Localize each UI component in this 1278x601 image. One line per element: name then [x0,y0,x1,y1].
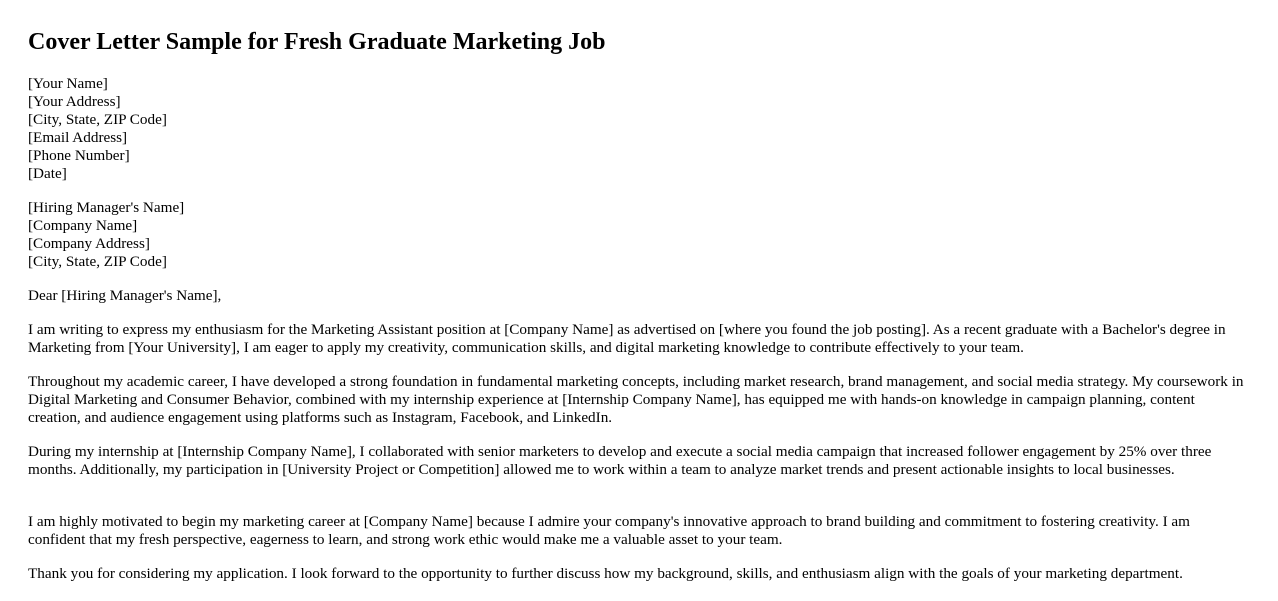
paragraph-text: Throughout my academic career, I have developed a strong foundation in fundamental marketing concepts, including market research, brand management, and social media strategy. My coursework in Digital Marketing and Consumer Behavior, combined with my internship experience at [Internship Company Name], has equipped me with hands-on knowledge in campaign planning, content creation, and audience engagement using platforms such as Instagram, Facebook, and LinkedIn. [28,373,1244,426]
recipient-manager-name: [Hiring Manager's Name] [28,199,185,216]
page-title: Cover Letter Sample for Fresh Graduate Marketing Job [28,29,606,55]
paragraph-text: I am writing to express my enthusiasm for the Marketing Assistant position at [Company Name] as advertised on [where you found the job posting]. As a recent graduate with a Bachelor's degree in Marketing from [Your University], I am eager to apply my creativity, communication skills, and digital marketing knowledge to contribute effectively to your team. [28,321,1226,356]
sender-block [28,75,1246,183]
sender-city-state-zip: [City, State, ZIP Code] [28,111,167,128]
sender-date: [Date] [28,165,67,182]
recipient-company-address: [Company Address] [28,235,150,252]
recipient-company-name: [Company Name] [28,217,138,234]
paragraph-academic [28,373,1246,427]
paragraph-intro [28,321,1246,357]
recipient-block [28,199,1246,271]
sender-email: [Email Address] [28,129,128,146]
paragraph-text: Thank you for considering my application. I look forward to the opportunity to further discuss how my background, skills, and enthusiasm align with the goals of your marketing department. [28,565,1183,582]
paragraph-text: During my internship at [Internship Company Name], I collaborated with senior marketers to develop and execute a social media campaign that increased follower engagement by 25% over three months. Additionally, my participation in [University Project or Competition] allowed me to work within a team to analyze market trends and present actionable insights to local businesses. [28,443,1212,478]
paragraph-internship [28,443,1246,479]
paragraph-closing [28,565,1246,583]
sender-address: [Your Address] [28,93,121,110]
paragraph-motivation [28,513,1246,549]
salutation-text: Dear [Hiring Manager's Name], [28,287,222,304]
salutation [28,287,1246,305]
paragraph-text: I am highly motivated to begin my marketing career at [Company Name] because I admire your company's innovative approach to brand building and commitment to fostering creativity. I am confident that my fresh perspective, eagerness to learn, and strong work ethic would make me a valuable asset to your team. [28,513,1190,548]
sender-phone: [Phone Number] [28,147,130,164]
sender-name: [Your Name] [28,75,108,92]
recipient-city-state-zip: [City, State, ZIP Code] [28,253,167,270]
